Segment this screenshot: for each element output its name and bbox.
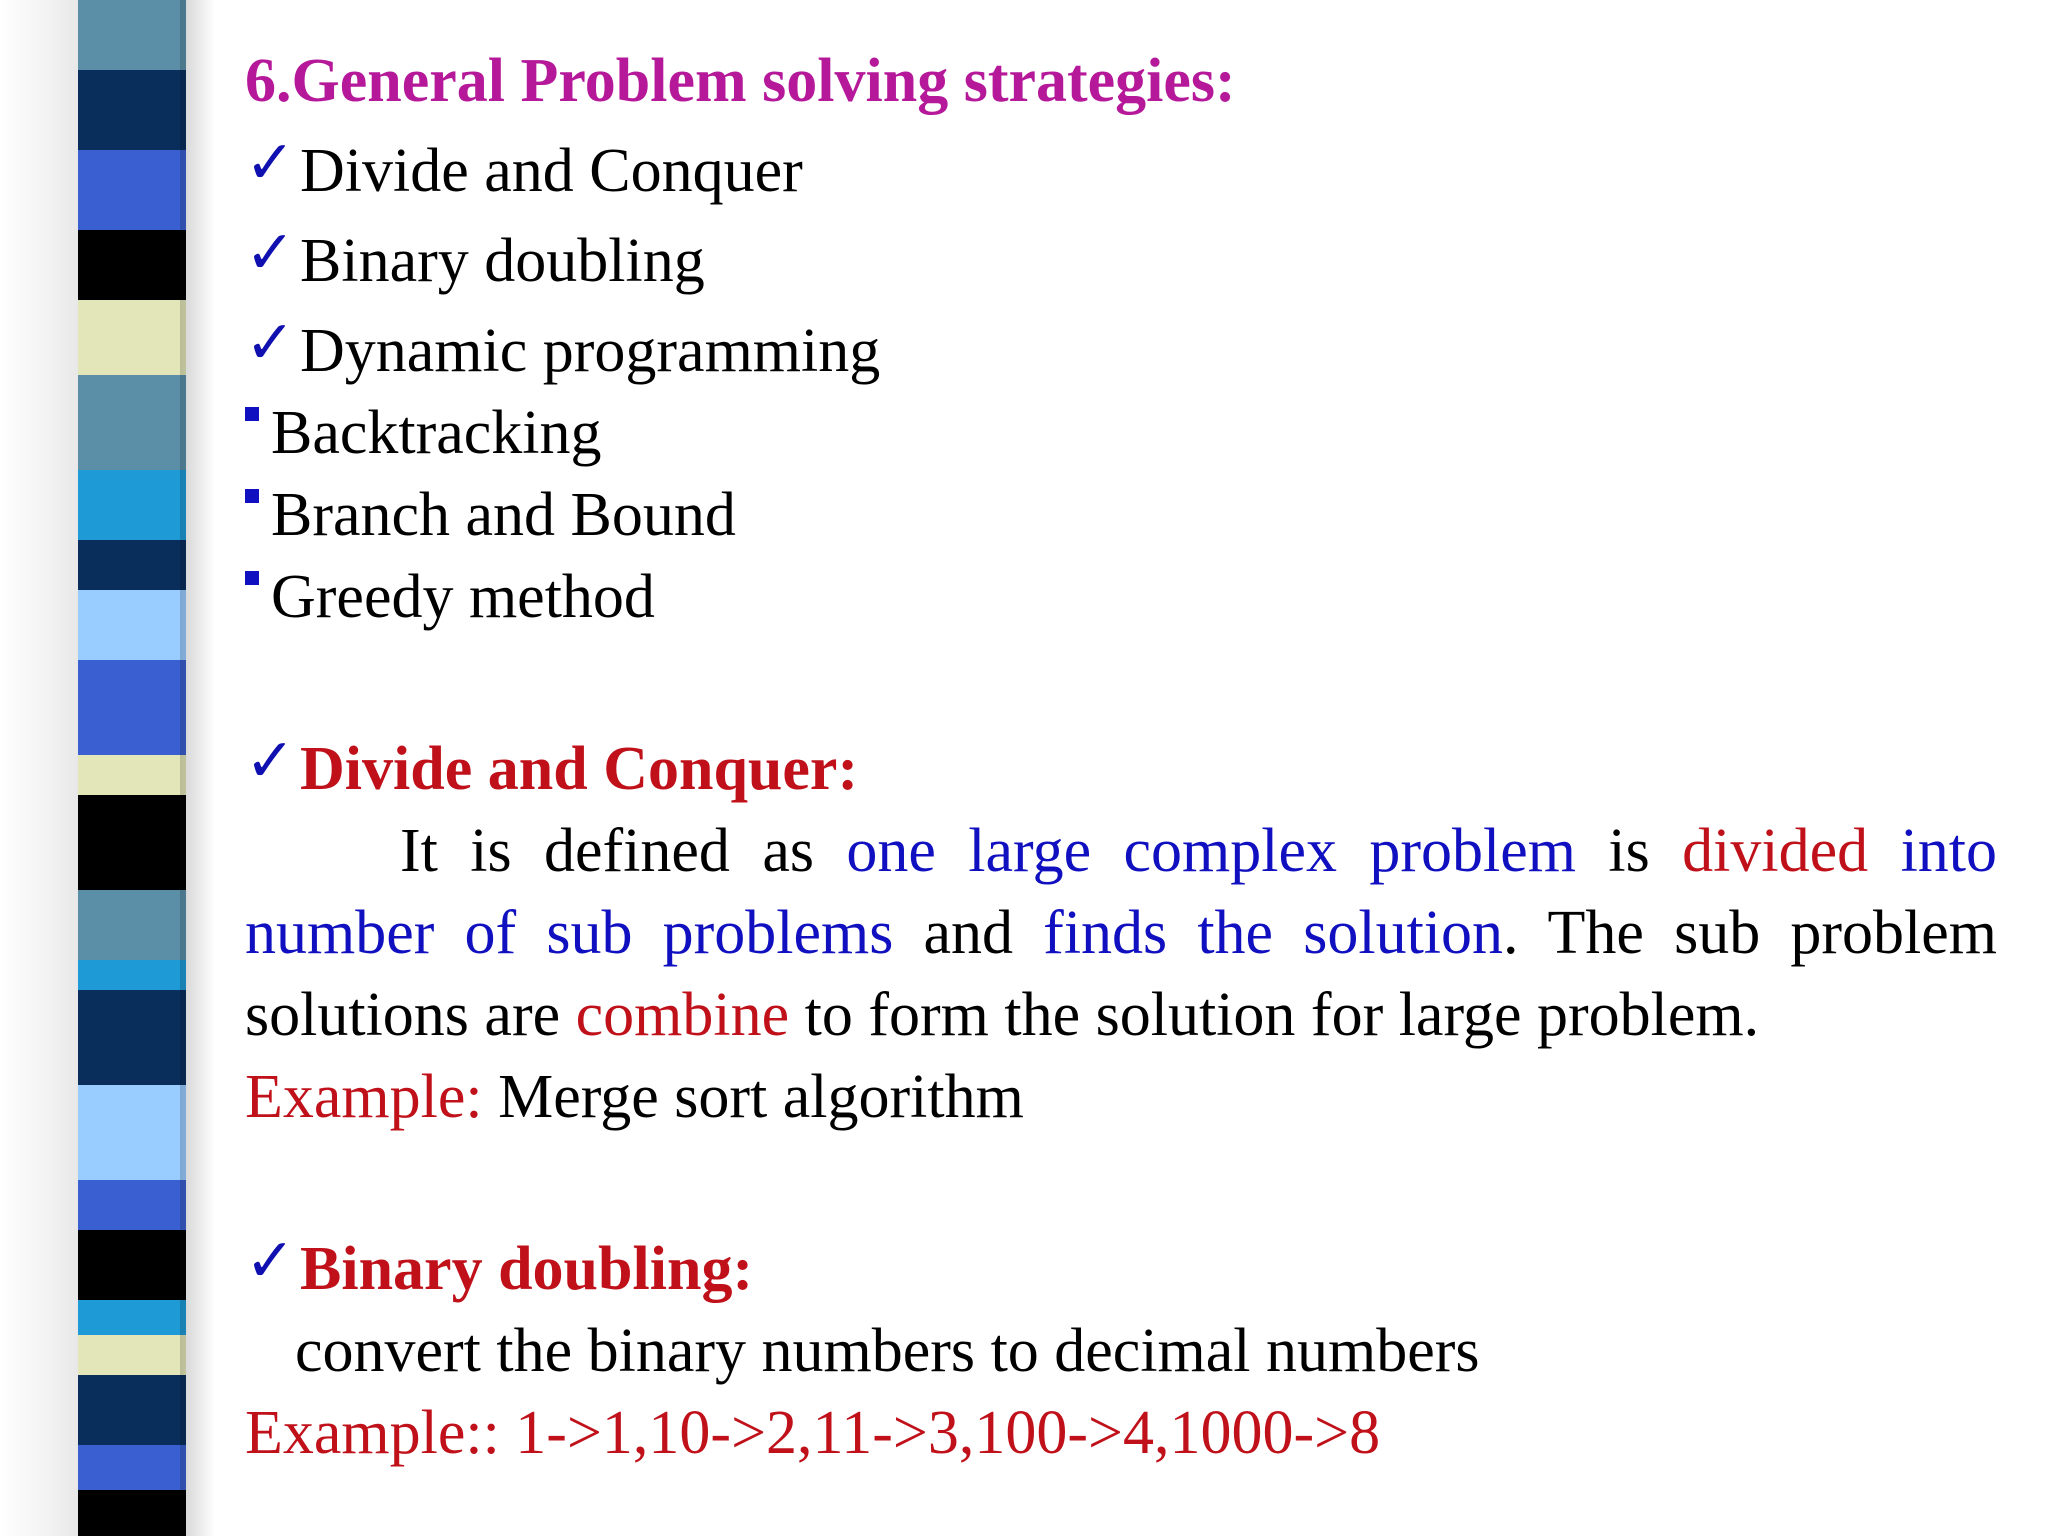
binary-heading-text: Binary doubling:: [300, 1235, 754, 1303]
stripe: [78, 1180, 186, 1230]
highlight-text: combine: [575, 981, 790, 1049]
highlight-text: finds the solution: [1043, 899, 1504, 967]
list-item: [245, 212, 1995, 302]
list-item-label: Branch and Bound: [271, 481, 736, 549]
example-text: Merge sort algorithm: [482, 1063, 1024, 1131]
square-bullet-icon: [245, 571, 259, 585]
stripe: [78, 1490, 186, 1536]
stripe: [78, 1445, 186, 1490]
binary-description-text: convert the binary numbers to decimal numbers: [295, 1317, 1480, 1385]
checkmark-icon: ✓: [245, 128, 296, 198]
stripe: [78, 230, 186, 300]
square-bullet-icon: [245, 407, 259, 421]
stripe: [78, 660, 186, 755]
stripe: [78, 1085, 186, 1180]
stripe: [78, 540, 186, 590]
text-run: to form the solution for large problem.: [789, 981, 1760, 1049]
stripe: [78, 0, 186, 70]
example-label: Example:: [245, 1063, 483, 1131]
stripe: [78, 300, 186, 375]
divide-heading-text: Divide and Conquer:: [300, 735, 859, 803]
highlight-text: into number of sub problems: [245, 817, 1998, 967]
stripe: [78, 1335, 186, 1375]
square-bullet-icon: [245, 489, 259, 503]
checkmark-icon: ✓: [245, 218, 296, 288]
stripe: [78, 990, 186, 1085]
stripe: [78, 1300, 186, 1335]
decorative-striped-bar: [0, 0, 215, 1536]
text-run: It is defined as: [400, 817, 847, 885]
list-item: [245, 474, 1995, 556]
list-item: [245, 556, 1995, 638]
text-run: . The sub problem solutions are: [245, 899, 1997, 1049]
stripe: [78, 795, 186, 890]
checkmark-icon: ✓: [245, 726, 296, 796]
highlight-text: one large complex problem: [846, 817, 1577, 885]
binary-heading: [245, 1220, 1995, 1310]
list-item: [245, 392, 1995, 474]
bar-edge: [0, 0, 78, 1536]
checkmark-icon: ✓: [245, 308, 296, 378]
stripe: [78, 890, 186, 960]
list-item: [245, 302, 1995, 392]
list-item-label: Backtracking: [271, 399, 602, 467]
divide-definition: [245, 810, 1997, 1056]
list-item-label: Dynamic programming: [300, 317, 881, 385]
list-item: [245, 122, 1995, 212]
binary-example: Example:: 1->1,10->2,11->3,100->4,1000->8: [245, 1399, 1381, 1467]
stripe: [78, 1375, 186, 1445]
slide-title: 6.General Problem solving strategies:: [245, 47, 1236, 115]
text-run: and: [893, 899, 1044, 967]
divide-heading: [245, 720, 1995, 810]
binary-description: [245, 1310, 1995, 1392]
stripe: [78, 470, 186, 540]
stripe: [78, 960, 186, 990]
strategy-list: [245, 122, 1995, 638]
list-item-label: Greedy method: [271, 563, 655, 631]
checkmark-icon: ✓: [245, 1226, 296, 1296]
stripe: [78, 375, 186, 470]
bar-shadow: [180, 0, 215, 1536]
list-item-label: Divide and Conquer: [300, 137, 803, 205]
stripe: [78, 590, 186, 660]
text-run: is: [1576, 817, 1683, 885]
stripe: [78, 755, 186, 795]
list-item-label: Binary doubling: [300, 227, 705, 295]
text-run: [1868, 817, 1900, 885]
stripe: [78, 70, 186, 150]
stripe: [78, 150, 186, 230]
slide-content: [245, 40, 1998, 1474]
divide-example: [245, 1056, 1995, 1138]
stripe: [78, 1230, 186, 1300]
highlight-text: divided: [1682, 817, 1869, 885]
